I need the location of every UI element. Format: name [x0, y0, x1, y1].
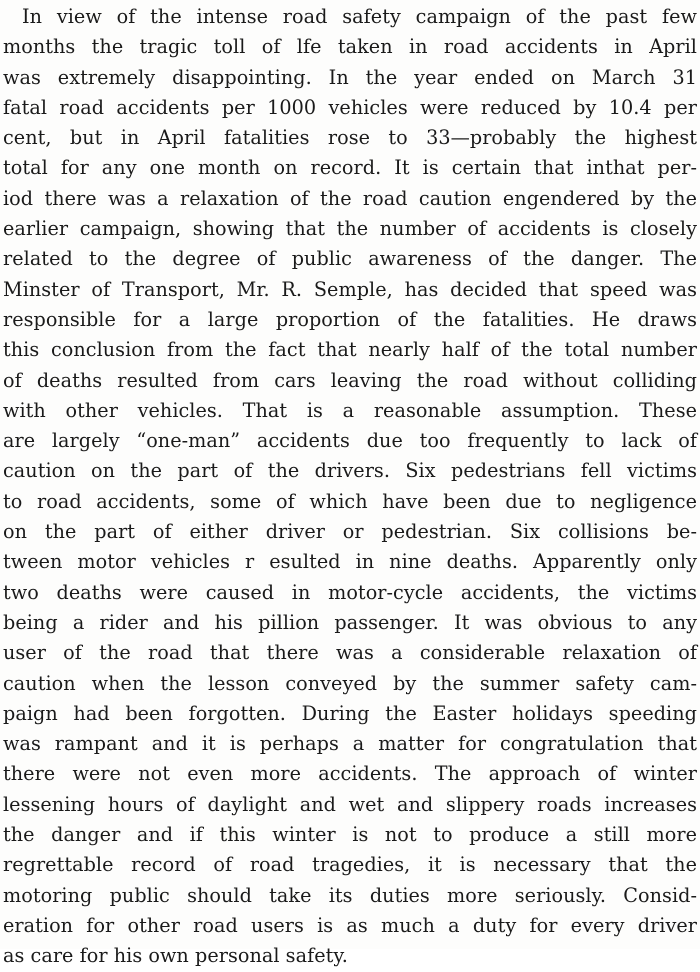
- text-line: caution on the part of the drivers. Six pedestrians fell victims: [3, 459, 697, 483]
- text-line: related to the degree of public awareness of the danger. The: [3, 247, 697, 271]
- text-line: fatal road accidents per 1000 vehicles were reduced by 10.4 per: [3, 95, 697, 119]
- text-line: the danger and if this winter is not to produce a still more: [3, 823, 697, 847]
- text-line: iod there was a relaxation of the road caution engendered by the: [3, 186, 697, 210]
- text-line: cent, but in April fatalities rose to 33—probably the highest: [3, 126, 697, 150]
- text-line: lessening hours of daylight and wet and slippery roads increases: [3, 792, 697, 816]
- article-paragraph: [3, 2, 697, 972]
- text-line: user of the road that there was a considerable relaxation of: [3, 641, 697, 665]
- text-line: motoring public should take its duties more seriously. Consid-: [3, 883, 697, 907]
- text-line: regrettable record of road tragedies, it is necessary that the: [3, 853, 697, 877]
- text-line: months the tragic toll of lfe taken in road accidents in April: [3, 35, 697, 59]
- text-line: responsible for a large proportion of the fatalities. He draws: [3, 307, 697, 331]
- text-line: In view of the intense road safety campaign of the past few: [22, 5, 697, 28]
- text-line: total for any one month on record. It is certain that inthat per-: [3, 156, 697, 180]
- text-line: was extremely disappointing. In the year ended on March 31: [3, 65, 697, 89]
- text-line: are largely “one-man” accidents due too frequently to lack of: [3, 429, 697, 453]
- text-line: two deaths were caused in motor-cycle accidents, the victims: [3, 580, 697, 604]
- text-line: eration for other road users is as much a duty for every driver: [3, 913, 697, 937]
- text-line: paign had been forgotten. During the Easter holidays speeding: [3, 701, 697, 725]
- text-line: to road accidents, some of which have been due to negligence: [3, 489, 697, 513]
- text-line: this conclusion from the fact that nearly half of the total number: [3, 338, 697, 362]
- text-line: on the part of either driver or pedestrian. Six collisions be-: [3, 520, 697, 544]
- text-line: tween motor vehicles r esulted in nine deaths. Apparently only: [3, 550, 697, 574]
- text-line: with other vehicles. That is a reasonable assumption. These: [3, 398, 697, 422]
- text-line: earlier campaign, showing that the number of accidents is closely: [3, 217, 697, 241]
- text-line-final: as care for his own personal safety.: [3, 944, 348, 968]
- text-line: Minster of Transport, Mr. R. Semple, has decided that speed was: [3, 277, 697, 301]
- text-line: was rampant and it is perhaps a matter for congratulation that: [3, 732, 697, 756]
- text-line: being a rider and his pillion passenger. It was obvious to any: [3, 610, 697, 634]
- text-line: caution when the lesson conveyed by the summer safety cam-: [3, 671, 697, 695]
- text-line: there were not even more accidents. The approach of winter: [3, 762, 697, 786]
- text-line: of deaths resulted from cars leaving the road without colliding: [3, 368, 697, 392]
